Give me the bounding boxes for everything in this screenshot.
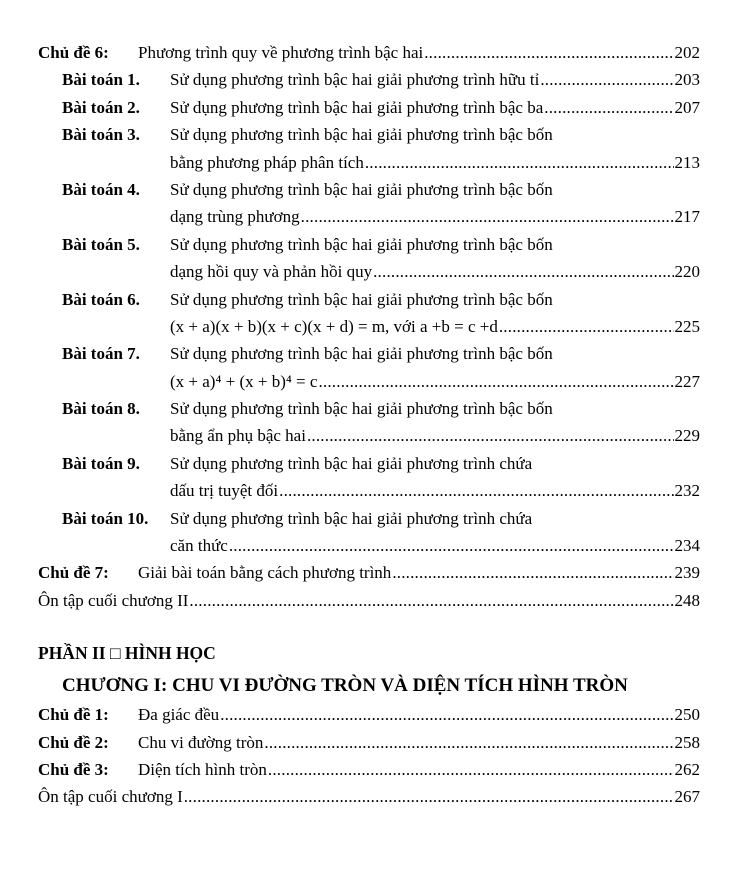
entry-title: Sử dụng phương trình bậc hai giải phương trình hữu tỉ	[170, 70, 540, 90]
leader-dots	[544, 94, 673, 121]
table-of-contents	[38, 39, 700, 811]
toc-entry[interactable]	[38, 559, 700, 586]
toc-entry-line	[38, 559, 700, 586]
page-number[interactable]: 220	[674, 262, 700, 282]
leader-dots	[424, 39, 673, 66]
entry-title: Sử dụng phương trình bậc hai giải phương trình bậc bốn	[170, 399, 553, 419]
toc-entry-line	[38, 783, 700, 810]
toc-entry[interactable]	[38, 340, 700, 395]
entry-label: Bài toán 10.	[62, 508, 149, 528]
toc-entry[interactable]	[38, 587, 700, 614]
toc-entry-line	[170, 477, 700, 504]
toc-entry[interactable]	[38, 231, 700, 286]
toc-entry[interactable]	[38, 756, 700, 783]
toc-entry-line	[38, 701, 700, 728]
entry-label: Chủ đề 1:	[38, 705, 109, 725]
leader-dots	[189, 587, 673, 614]
page-number[interactable]: 258	[674, 732, 700, 752]
toc-entry-line	[38, 39, 700, 66]
entry-title: Đa giác đều	[138, 705, 220, 725]
toc-entry[interactable]	[38, 701, 700, 728]
toc-entry[interactable]	[38, 94, 700, 121]
entry-title: Sử dụng phương trình bậc hai giải phương trình bậc ba	[170, 97, 544, 117]
page-number[interactable]: 207	[674, 97, 700, 117]
toc-entry[interactable]	[38, 121, 700, 176]
entry-title: Diện tích hình tròn	[138, 759, 267, 779]
toc-entry-line	[38, 340, 700, 367]
toc-entry-line	[170, 422, 700, 449]
toc-entry-line	[38, 395, 700, 422]
toc-entry[interactable]	[38, 39, 700, 66]
toc-entry-line	[38, 231, 700, 258]
toc-section-geometry	[38, 701, 700, 811]
chapter-title: CHƯƠNG I: CHU VI ĐƯỜNG TRÒN VÀ DIỆN TÍCH HÌNH TRÒN	[62, 675, 628, 697]
leader-dots	[301, 203, 674, 230]
toc-entry-line	[38, 286, 700, 313]
toc-entry-line	[38, 176, 700, 203]
leader-dots	[365, 149, 674, 176]
page-number[interactable]: 203	[674, 70, 700, 90]
toc-entry-line	[38, 505, 700, 532]
page-number[interactable]: 232	[674, 481, 700, 501]
entry-label: Bài toán 2.	[62, 97, 140, 117]
leader-dots	[264, 729, 673, 756]
toc-entry-line	[170, 149, 700, 176]
toc-entry-line	[38, 94, 700, 121]
toc-entry-line	[38, 756, 700, 783]
leader-dots	[229, 532, 674, 559]
page-number[interactable]: 225	[674, 316, 700, 336]
leader-dots	[499, 313, 674, 340]
page-number[interactable]: 248	[674, 590, 700, 610]
leader-dots	[268, 756, 674, 783]
leader-dots	[392, 559, 673, 586]
entry-title: dạng trùng phương	[170, 207, 300, 227]
entry-title: Sử dụng phương trình bậc hai giải phương trình bậc bốn	[170, 125, 553, 145]
toc-entry[interactable]	[38, 783, 700, 810]
entry-label: Bài toán 9.	[62, 453, 140, 473]
entry-label: Chủ đề 6:	[38, 43, 109, 62]
toc-entry[interactable]	[38, 450, 700, 505]
toc-entry[interactable]	[38, 286, 700, 341]
page-number[interactable]: 217	[674, 207, 700, 227]
entry-label: Bài toán 6.	[62, 289, 140, 309]
toc-entry[interactable]	[38, 505, 700, 560]
entry-title: Phương trình quy về phương trình bậc hai	[138, 43, 424, 62]
entry-label: Bài toán 4.	[62, 179, 140, 199]
entry-title: bằng ẩn phụ bậc hai	[170, 426, 306, 446]
entry-title: Sử dụng phương trình bậc hai giải phương trình chứa	[170, 453, 533, 473]
toc-entry[interactable]	[38, 66, 700, 93]
leader-dots	[540, 66, 673, 93]
entry-label: Bài toán 3.	[62, 125, 140, 145]
entry-title: dấu trị tuyệt đối	[170, 481, 279, 501]
toc-entry-line	[38, 450, 700, 477]
toc-entry-line	[170, 203, 700, 230]
leader-dots	[373, 258, 673, 285]
entry-title: Sử dụng phương trình bậc hai giải phương trình bậc bốn	[170, 344, 553, 364]
toc-entry[interactable]	[38, 729, 700, 756]
page-number[interactable]: 234	[674, 536, 700, 556]
entry-label: Bài toán 7.	[62, 344, 140, 364]
toc-entry-line	[170, 368, 700, 395]
leader-dots	[220, 701, 673, 728]
page-number[interactable]: 213	[674, 152, 700, 172]
page-number[interactable]: 262	[674, 759, 700, 779]
part-title: PHẦN II □ HÌNH HỌC	[38, 643, 216, 664]
entry-title: bằng phương pháp phân tích	[170, 152, 364, 172]
toc-entry-line	[38, 121, 700, 148]
toc-entry-line	[38, 587, 700, 614]
entry-title: Sử dụng phương trình bậc hai giải phương trình chứa	[170, 508, 533, 528]
entry-title: Sử dụng phương trình bậc hai giải phương trình bậc bốn	[170, 289, 553, 309]
toc-section-algebra	[38, 39, 700, 614]
page-number[interactable]: 267	[674, 787, 700, 807]
entry-title: dạng hồi quy và phản hồi quy	[170, 262, 373, 282]
entry-title: Ôn tập cuối chương I	[38, 787, 183, 807]
leader-dots	[184, 783, 674, 810]
entry-title: (x + a)(x + b)(x + c)(x + d) = m, với a +b = c +d	[170, 316, 498, 336]
entry-label: Chủ đề 7:	[38, 563, 109, 583]
entry-title: Chu vi đường tròn	[138, 732, 264, 752]
entry-title: Sử dụng phương trình bậc hai giải phương trình bậc bốn	[170, 179, 553, 199]
entry-title: Ôn tập cuối chương II	[38, 590, 189, 610]
page-number[interactable]: 250	[674, 705, 700, 725]
entry-title: Giải bài toán bằng cách phương trình	[138, 563, 392, 583]
leader-dots	[307, 422, 674, 449]
toc-entry[interactable]	[38, 176, 700, 231]
leader-dots	[279, 477, 673, 504]
toc-entry-line	[38, 729, 700, 756]
page-number[interactable]: 229	[674, 426, 700, 446]
toc-entry-line	[170, 532, 700, 559]
entry-title: căn thức	[170, 536, 228, 556]
leader-dots	[318, 368, 673, 395]
page-number[interactable]: 202	[674, 43, 700, 62]
entry-label: Chủ đề 3:	[38, 759, 109, 779]
toc-entry-line	[170, 258, 700, 285]
entry-label: Chủ đề 2:	[38, 732, 109, 752]
entry-title: Sử dụng phương trình bậc hai giải phương trình bậc bốn	[170, 234, 553, 254]
entry-label: Bài toán 5.	[62, 234, 140, 254]
toc-entry-line	[170, 313, 700, 340]
page-number[interactable]: 227	[674, 371, 700, 391]
entry-title: (x + a)⁴ + (x + b)⁴ = c	[170, 371, 318, 391]
toc-entry[interactable]	[38, 395, 700, 450]
entry-label: Bài toán 8.	[62, 399, 140, 419]
page-number[interactable]: 239	[674, 563, 700, 583]
toc-entry-line	[38, 66, 700, 93]
entry-label: Bài toán 1.	[62, 70, 140, 90]
